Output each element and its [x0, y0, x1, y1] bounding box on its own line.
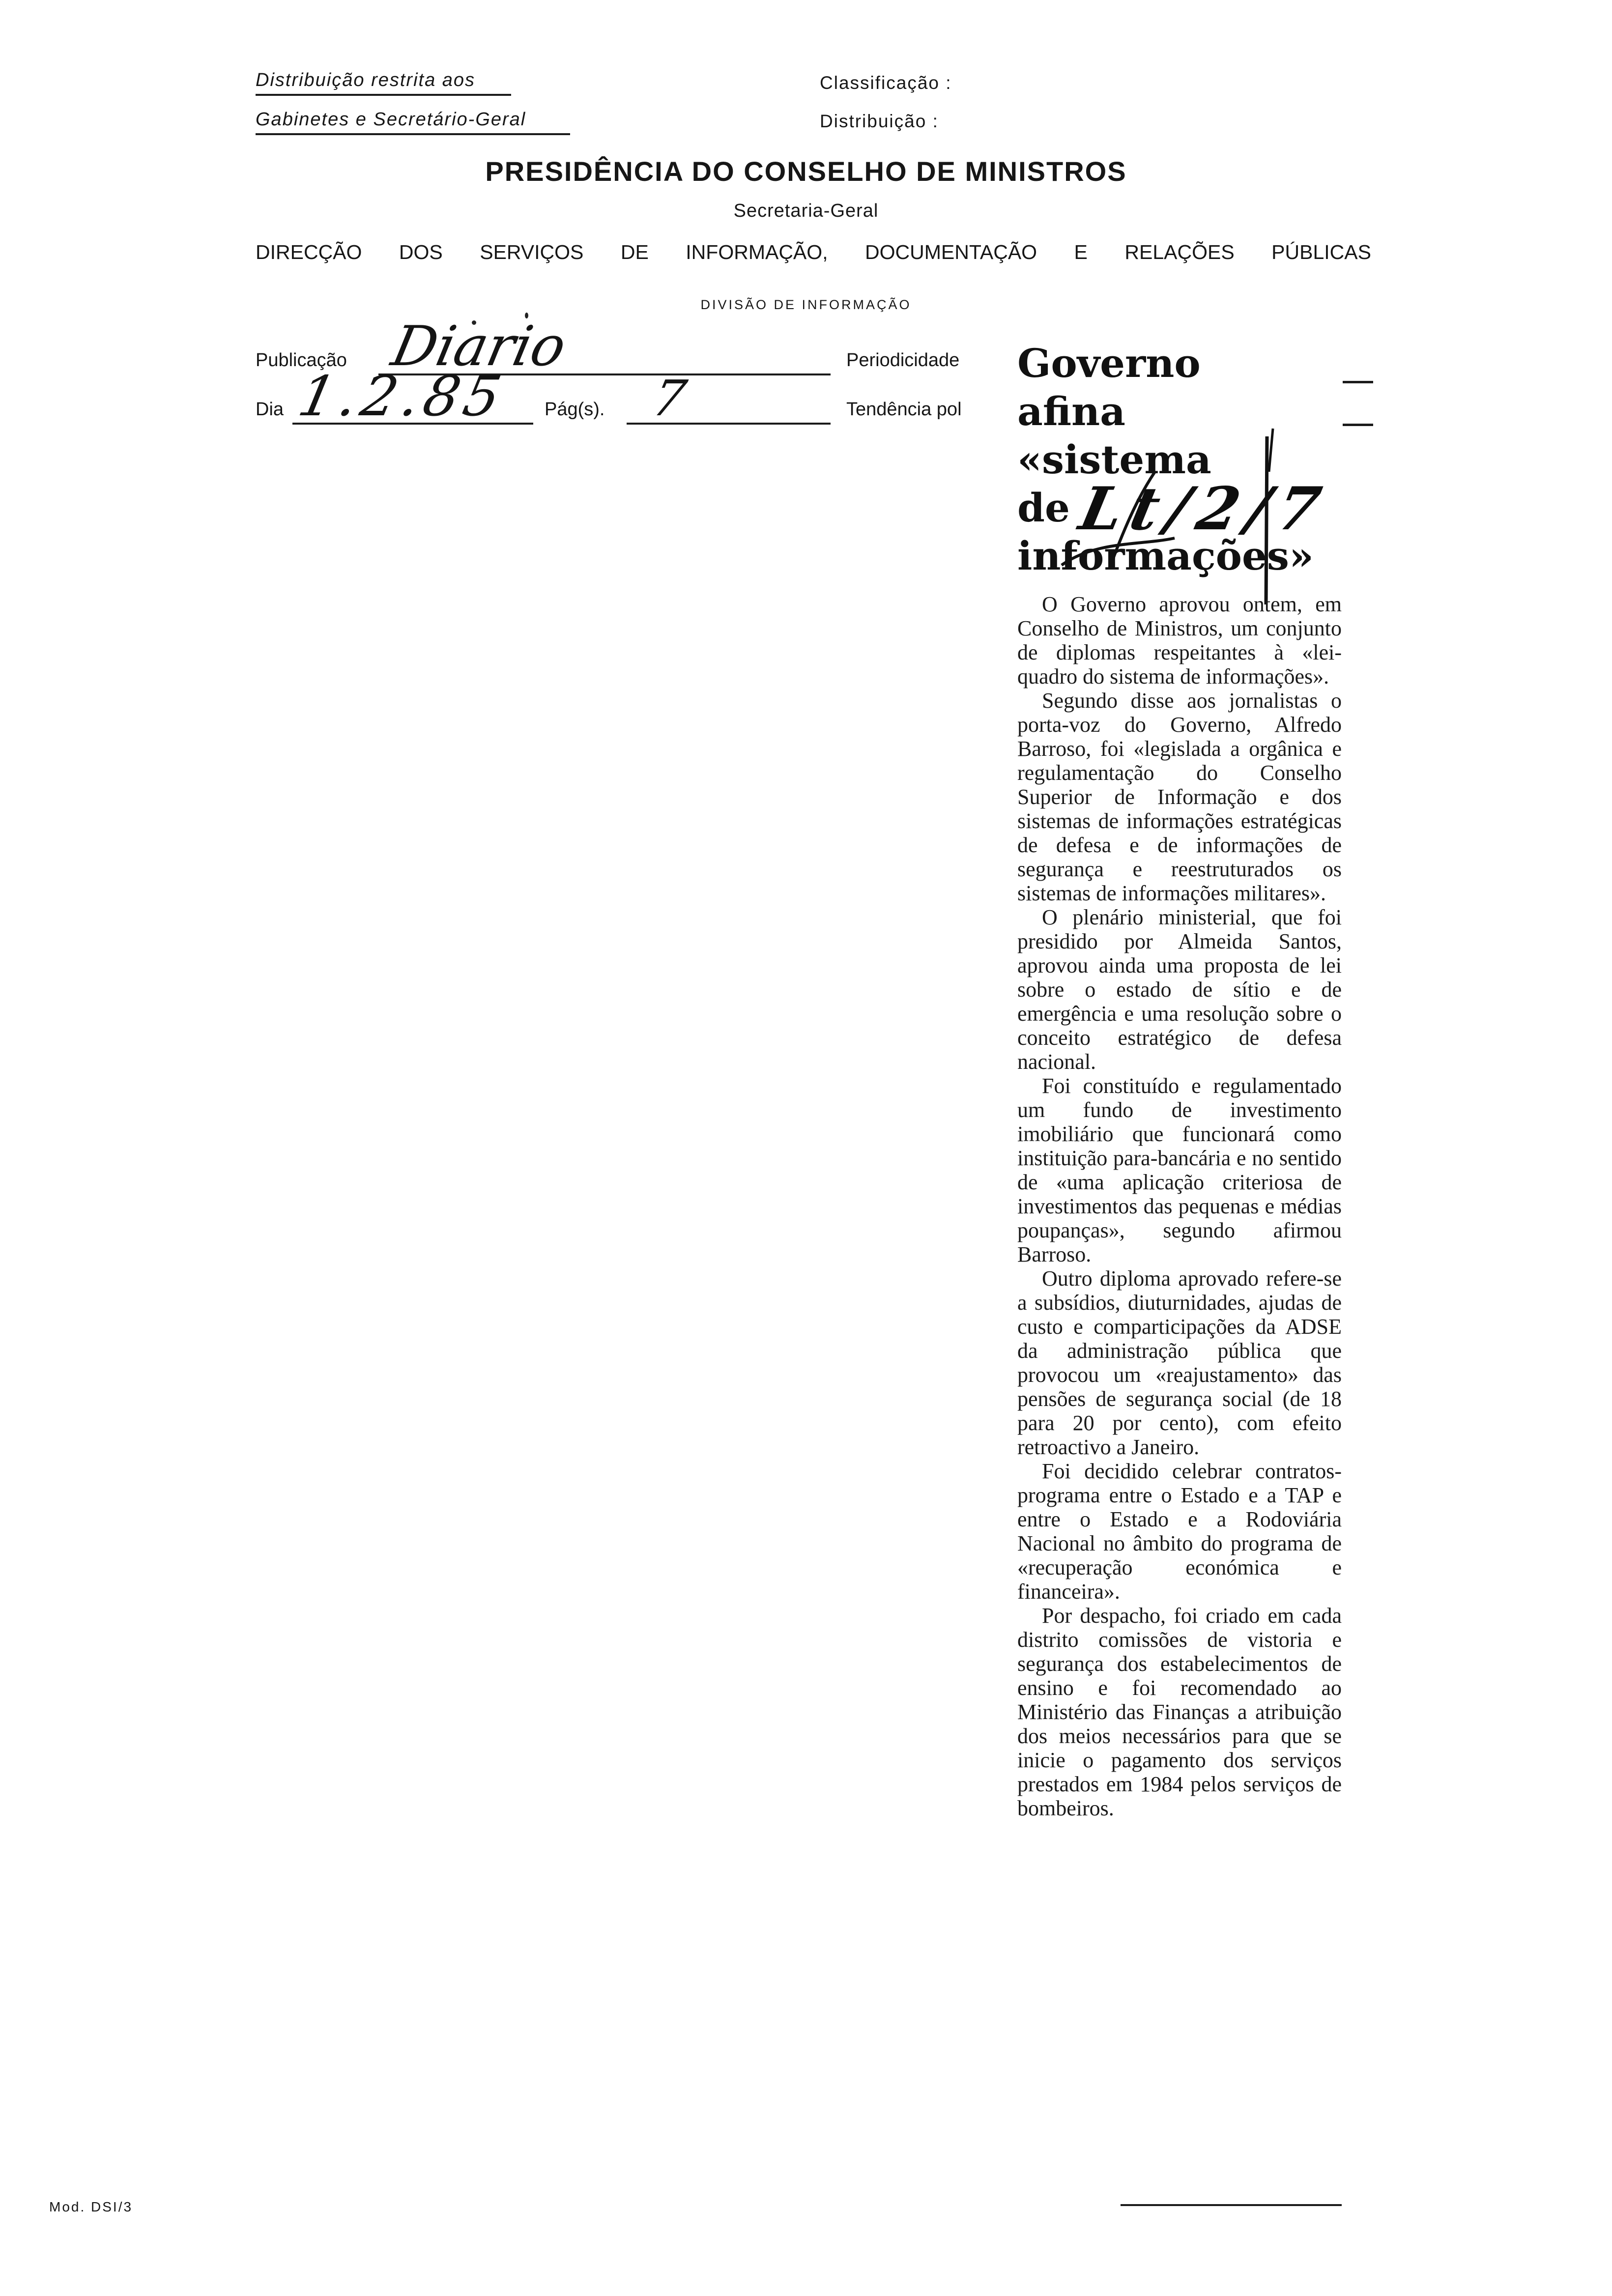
article-paragraph: Foi decidido celebrar contratos-programa entre o Estado e a TAP e entre o Estado e a Rodoviária Nacional no âmbito do programa de «recuperação económica e financeira».: [1017, 1459, 1342, 1604]
handwritten-filing-code: Lt/2/7: [1074, 474, 1336, 544]
headline-line-4: de: [1017, 485, 1070, 531]
headline-line-3: «sistema: [1017, 436, 1211, 483]
direction-word: DIRECÇÃO: [256, 241, 362, 263]
pags-label: Pág(s).: [545, 399, 605, 420]
direction-word: DOS: [399, 241, 443, 263]
classificacao-label: Classificação :: [820, 73, 952, 93]
publicacao-handwritten: Diario: [386, 315, 572, 378]
article-body: [1017, 592, 1342, 1820]
headline-line-5: informações»: [1017, 533, 1314, 579]
headline-line-2: afina: [1017, 388, 1125, 434]
dia-label: Dia: [256, 399, 284, 420]
organization-title: PRESIDÊNCIA DO CONSELHO DE MINISTROS: [485, 156, 1127, 187]
article-paragraph: O Governo aprovou ontem, em Conselho de Ministros, um conjunto de diplomas respeitantes à «lei-quadro do sistema de informações».: [1017, 592, 1342, 689]
direction-word: E: [1074, 241, 1088, 263]
direction-word: DE: [620, 241, 649, 263]
direction-word: PÚBLICAS: [1271, 241, 1371, 263]
direction-word: DOCUMENTAÇÃO: [865, 241, 1037, 263]
publicacao-label: Publicação: [256, 350, 347, 371]
distribuicao-label: Distribuição :: [820, 111, 939, 131]
secretariat-subtitle: Secretaria-Geral: [733, 201, 879, 221]
distribution-restricted-line: Distribuição restrita aos: [256, 70, 511, 96]
article-paragraph: Outro diploma aprovado refere-se a subsídios, diuturnidades, ajudas de custo e comparticipações da ADSE da administração pública que provocou um «reajustamento» das pensões de segurança social (de 18 para 20 por cento), com efeito retroactivo a Janeiro.: [1017, 1266, 1342, 1459]
clipping-end-rule: [1121, 2204, 1342, 2206]
periodicidade-label: Periodicidade: [846, 350, 960, 371]
headline-line-1: Governo: [1017, 340, 1201, 386]
article-paragraph: Por despacho, foi criado em cada distrito comissões de vistoria e segurança dos estabelecimentos de ensino e foi recomendado ao Ministério das Finanças a atribuição dos meios necessários para que se inicie o pagamento dos serviços prestados em 1984 pelos serviços de bombeiros.: [1017, 1604, 1342, 1820]
article-paragraph: Foi constituído e regulamentado um fundo de investimento imobiliário que funcionará como instituição para-bancária e no sentido de «uma aplicação criteriosa de investimentos das pequenas e médias poupanças», segundo afirmou Barroso.: [1017, 1074, 1342, 1266]
dia-handwritten: 1.2.85: [293, 365, 512, 429]
direction-word: INFORMAÇÃO,: [686, 241, 828, 263]
article-paragraph: O plenário ministerial, que foi presidido por Almeida Santos, aprovou ainda uma proposta de lei sobre o estado de sítio e de emergência e uma resolução sobre o conceito estratégico de defesa nacional.: [1017, 905, 1342, 1074]
form-code: Mod. DSI/3: [49, 2199, 133, 2214]
direction-word: SERVIÇOS: [480, 241, 584, 263]
tendencia-label: Tendência pol: [846, 399, 962, 420]
article-paragraph: Segundo disse aos jornalistas o porta-voz do Governo, Alfredo Barroso, foi «legislada a orgânica e regulamentação do Conselho Superior de Informação e dos sistemas de informações estratégicas de defesa e de informações de segurança e reestruturados os sistemas de informações militares».: [1017, 689, 1342, 905]
distribution-cabinets-line: Gabinetes e Secretário-Geral: [256, 109, 570, 135]
division-title: DIVISÃO DE INFORMAÇÃO: [700, 297, 912, 312]
pags-handwritten: 7: [647, 370, 691, 427]
direction-word: RELAÇÕES: [1124, 241, 1235, 263]
